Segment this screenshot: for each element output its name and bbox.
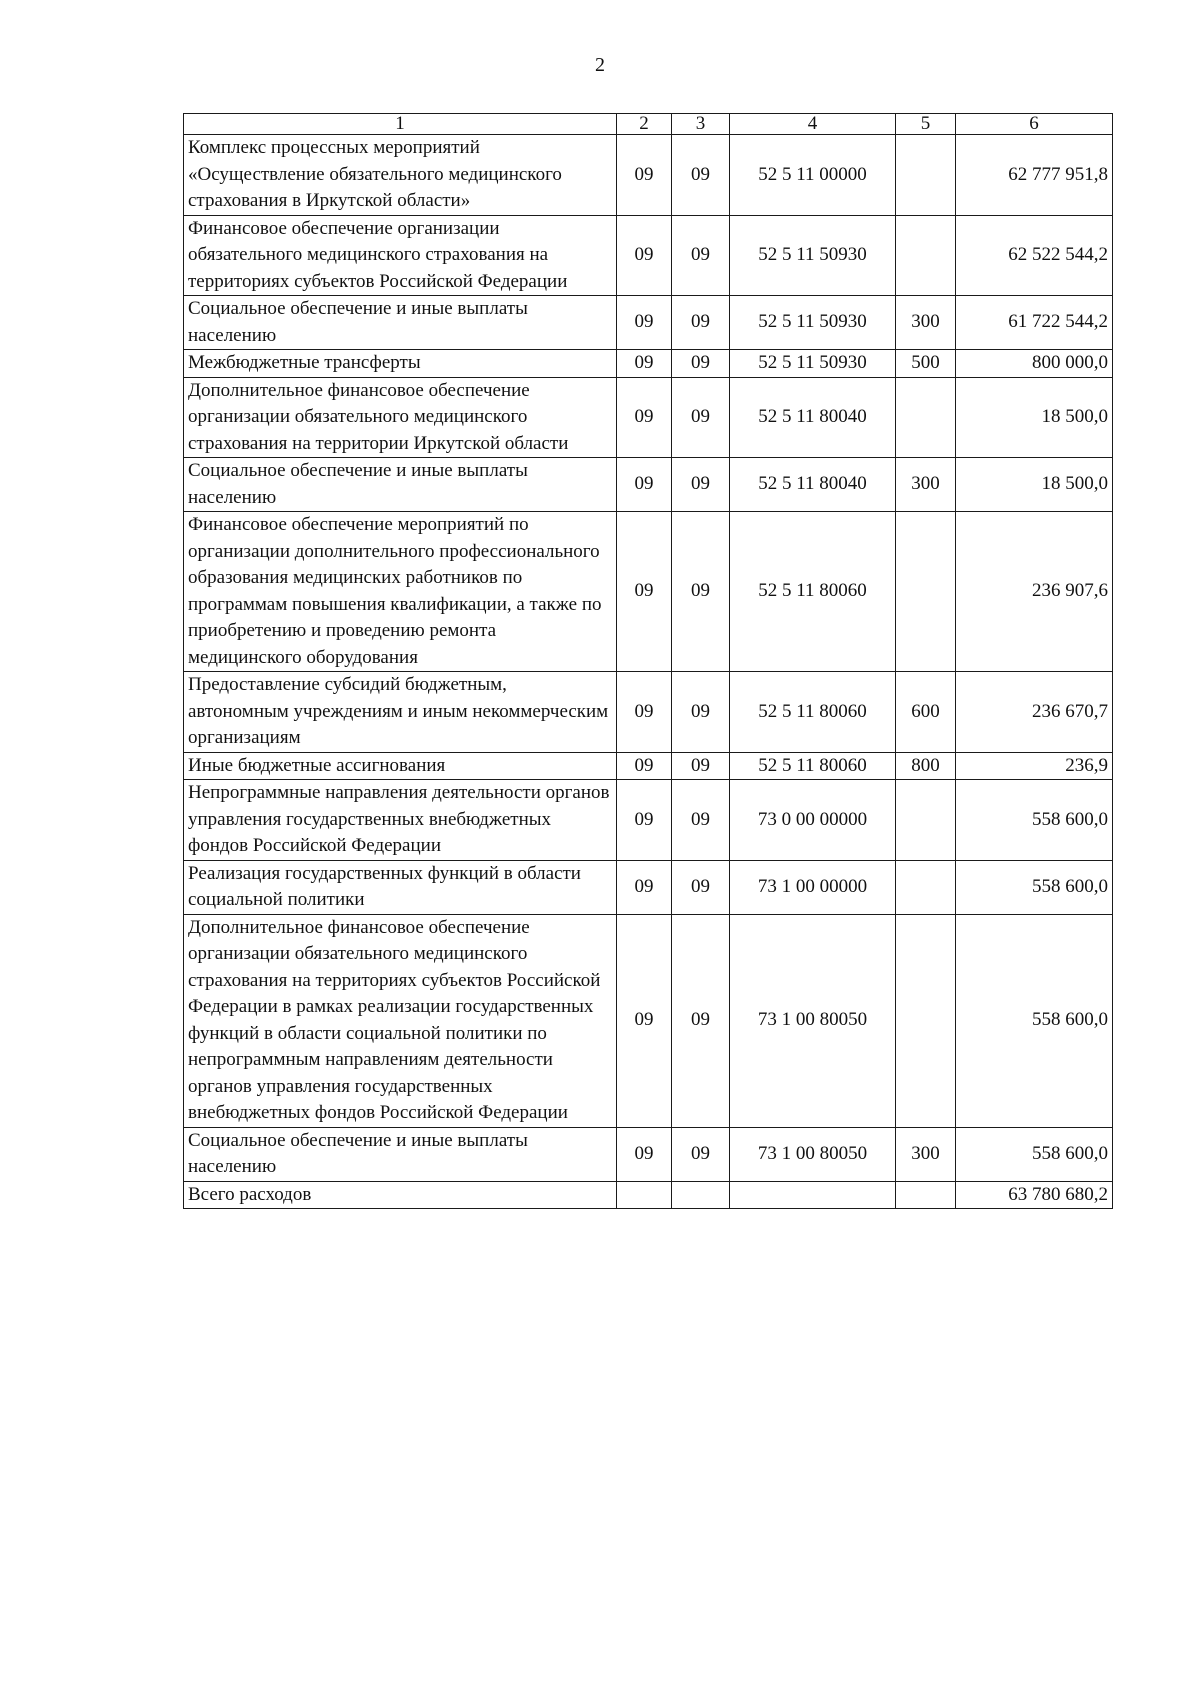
- item-name: Социальное обеспечение и иные выплаты населению: [184, 296, 617, 350]
- section-code: 09: [617, 860, 672, 914]
- expense-type-code: [896, 860, 956, 914]
- target-article-code: 52 5 11 50930: [730, 296, 896, 350]
- section-code: 09: [617, 296, 672, 350]
- subsection-code: 09: [672, 752, 730, 780]
- section-code: 09: [617, 215, 672, 296]
- expense-type-code: 300: [896, 1127, 956, 1181]
- header-cell: 5: [896, 114, 956, 135]
- table-row: [184, 135, 1113, 216]
- item-name: Предоставление субсидий бюджетным, автономным учреждениям и иным некоммерческим организациям: [184, 672, 617, 753]
- total-amount: 63 780 680,2: [956, 1181, 1113, 1209]
- expense-type-code: 300: [896, 458, 956, 512]
- amount: 18 500,0: [956, 377, 1113, 458]
- target-article-code: 52 5 11 50930: [730, 215, 896, 296]
- target-article-code: 52 5 11 80040: [730, 458, 896, 512]
- expense-type-code: [896, 1181, 956, 1209]
- header-cell: 1: [184, 114, 617, 135]
- subsection-code: [672, 1181, 730, 1209]
- budget-table-body: [184, 114, 1113, 1209]
- subsection-code: 09: [672, 512, 730, 672]
- section-code: [617, 1181, 672, 1209]
- total-label: Всего расходов: [184, 1181, 617, 1209]
- expense-type-code: 500: [896, 350, 956, 378]
- table-row: [184, 350, 1113, 378]
- table-row: [184, 377, 1113, 458]
- header-cell: 2: [617, 114, 672, 135]
- item-name: Финансовое обеспечение мероприятий по организации дополнительного профессионального образования медицинских работников по программам повышения квалификации, а также по приобретению и проведению ремонта медицинского оборудования: [184, 512, 617, 672]
- subsection-code: 09: [672, 672, 730, 753]
- item-name: Социальное обеспечение и иные выплаты населению: [184, 458, 617, 512]
- amount: 558 600,0: [956, 914, 1113, 1127]
- header-cell: 4: [730, 114, 896, 135]
- expense-type-code: 600: [896, 672, 956, 753]
- budget-table: [183, 113, 1113, 1209]
- amount: 62 777 951,8: [956, 135, 1113, 216]
- table-row: [184, 1127, 1113, 1181]
- section-code: 09: [617, 914, 672, 1127]
- section-code: 09: [617, 377, 672, 458]
- expense-type-code: [896, 914, 956, 1127]
- item-name: Иные бюджетные ассигнования: [184, 752, 617, 780]
- expense-type-code: [896, 215, 956, 296]
- expense-type-code: [896, 135, 956, 216]
- item-name: Реализация государственных функций в области социальной политики: [184, 860, 617, 914]
- expense-type-code: [896, 512, 956, 672]
- table-row: [184, 752, 1113, 780]
- target-article-code: 73 0 00 00000: [730, 780, 896, 861]
- section-code: 09: [617, 752, 672, 780]
- amount: 558 600,0: [956, 1127, 1113, 1181]
- expense-type-code: 300: [896, 296, 956, 350]
- table-row: [184, 860, 1113, 914]
- table-row: [184, 914, 1113, 1127]
- section-code: 09: [617, 512, 672, 672]
- table-row: [184, 672, 1113, 753]
- expense-type-code: 800: [896, 752, 956, 780]
- target-article-code: 52 5 11 80060: [730, 512, 896, 672]
- amount: 62 522 544,2: [956, 215, 1113, 296]
- target-article-code: 52 5 11 80060: [730, 752, 896, 780]
- subsection-code: 09: [672, 458, 730, 512]
- target-article-code: 52 5 11 80040: [730, 377, 896, 458]
- subsection-code: 09: [672, 914, 730, 1127]
- amount: 236,9: [956, 752, 1113, 780]
- amount: 18 500,0: [956, 458, 1113, 512]
- subsection-code: 09: [672, 860, 730, 914]
- item-name: Непрограммные направления деятельности органов управления государственных внебюджетных фондов Российской Федерации: [184, 780, 617, 861]
- section-code: 09: [617, 672, 672, 753]
- subsection-code: 09: [672, 780, 730, 861]
- target-article-code: 73 1 00 00000: [730, 860, 896, 914]
- section-code: 09: [617, 458, 672, 512]
- item-name: Дополнительное финансовое обеспечение организации обязательного медицинского страхования на территориях субъектов Российской Федерации в рамках реализации государственных функций в области социальной политики по непрограммным направлениям деятельности органов управления государственных внебюджетных фондов Российской Федерации: [184, 914, 617, 1127]
- header-cell: 6: [956, 114, 1113, 135]
- item-name: Финансовое обеспечение организации обязательного медицинского страхования на территориях субъектов Российской Федерации: [184, 215, 617, 296]
- subsection-code: 09: [672, 377, 730, 458]
- subsection-code: 09: [672, 296, 730, 350]
- target-article-code: 52 5 11 80060: [730, 672, 896, 753]
- table-row: [184, 512, 1113, 672]
- amount: 61 722 544,2: [956, 296, 1113, 350]
- amount: 236 670,7: [956, 672, 1113, 753]
- expense-type-code: [896, 780, 956, 861]
- header-row: [184, 114, 1113, 135]
- total-row: [184, 1181, 1113, 1209]
- subsection-code: 09: [672, 215, 730, 296]
- target-article-code: 73 1 00 80050: [730, 1127, 896, 1181]
- subsection-code: 09: [672, 135, 730, 216]
- section-code: 09: [617, 350, 672, 378]
- subsection-code: 09: [672, 350, 730, 378]
- table-row: [184, 296, 1113, 350]
- expense-type-code: [896, 377, 956, 458]
- section-code: 09: [617, 780, 672, 861]
- table-row: [184, 458, 1113, 512]
- item-name: Межбюджетные трансферты: [184, 350, 617, 378]
- section-code: 09: [617, 135, 672, 216]
- target-article-code: [730, 1181, 896, 1209]
- section-code: 09: [617, 1127, 672, 1181]
- target-article-code: 52 5 11 00000: [730, 135, 896, 216]
- amount: 236 907,6: [956, 512, 1113, 672]
- subsection-code: 09: [672, 1127, 730, 1181]
- item-name: Социальное обеспечение и иные выплаты населению: [184, 1127, 617, 1181]
- page-number: 2: [595, 54, 605, 76]
- table-row: [184, 215, 1113, 296]
- amount: 558 600,0: [956, 780, 1113, 861]
- item-name: Дополнительное финансовое обеспечение организации обязательного медицинского страхования на территории Иркутской области: [184, 377, 617, 458]
- target-article-code: 73 1 00 80050: [730, 914, 896, 1127]
- amount: 800 000,0: [956, 350, 1113, 378]
- table-row: [184, 780, 1113, 861]
- amount: 558 600,0: [956, 860, 1113, 914]
- item-name: Комплекс процессных мероприятий «Осуществление обязательного медицинского страхования в Иркутской области»: [184, 135, 617, 216]
- header-cell: 3: [672, 114, 730, 135]
- target-article-code: 52 5 11 50930: [730, 350, 896, 378]
